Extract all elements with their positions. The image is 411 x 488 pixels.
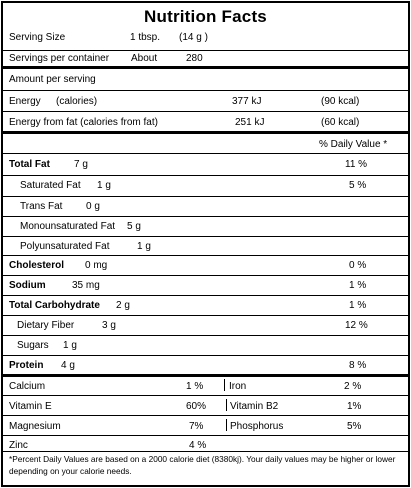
vitamin-b2-dv: 1% — [347, 401, 362, 412]
divider — [3, 216, 408, 217]
divider — [3, 90, 408, 91]
trans-fat-amount: 0 g — [86, 201, 100, 212]
servings-per-container-label: Servings per container — [9, 53, 110, 64]
divider — [3, 275, 408, 276]
total-carbohydrate-amount: 2 g — [116, 300, 130, 311]
label-title: Nutrition Facts — [144, 7, 267, 26]
column-separator — [224, 379, 225, 391]
magnesium-label: Magnesium — [9, 421, 61, 432]
divider — [3, 50, 408, 51]
protein-label: Protein — [9, 360, 44, 371]
serving-size-label: Serving Size — [9, 32, 66, 43]
energy-kcal: (90 kcal) — [321, 96, 360, 107]
divider — [3, 153, 408, 154]
sugars-label: Sugars — [17, 340, 49, 351]
divider — [3, 451, 408, 452]
monounsaturated-fat-amount: 5 g — [127, 221, 141, 232]
saturated-fat-amount: 1 g — [97, 180, 111, 191]
calcium-label: Calcium — [9, 381, 46, 392]
total-fat-amount: 7 g — [74, 159, 88, 170]
sodium-dv: 1 % — [349, 280, 367, 291]
cholesterol-dv: 0 % — [349, 260, 367, 271]
saturated-fat-dv: 5 % — [349, 180, 367, 191]
amount-per-serving: Amount per serving — [9, 74, 96, 85]
divider — [3, 255, 408, 256]
total-carbohydrate-label: Total Carbohydrate — [9, 300, 100, 311]
dietary-fiber-label: Dietary Fiber — [17, 320, 75, 331]
vitamin-e-label: Vitamin E — [9, 401, 52, 412]
total-carbohydrate-dv: 1 % — [349, 300, 367, 311]
zinc-dv: 4 % — [189, 440, 207, 451]
energy-kj: 377 kJ — [232, 96, 262, 107]
divider-thick — [3, 66, 408, 69]
divider — [3, 395, 408, 396]
dietary-fiber-dv: 12 % — [345, 320, 368, 331]
saturated-fat-label: Saturated Fat — [20, 180, 81, 191]
monounsaturated-fat-label: Monounsaturated Fat — [20, 221, 116, 232]
divider — [3, 175, 408, 176]
divider — [3, 236, 408, 237]
serving-size-value: 1 tbsp. — [130, 32, 161, 43]
sodium-label: Sodium — [9, 280, 46, 291]
protein-amount: 4 g — [61, 360, 75, 371]
trans-fat-label: Trans Fat — [20, 201, 63, 212]
vitamin-e-dv: 60% — [186, 401, 207, 412]
servings-about: About — [131, 53, 158, 64]
phosphorus-dv: 5% — [347, 421, 362, 432]
energy-from-fat-kcal: (60 kcal) — [321, 117, 360, 128]
column-separator — [226, 399, 227, 411]
cholesterol-label: Cholesterol — [9, 260, 65, 271]
divider — [3, 355, 408, 356]
energy-label: Energy — [9, 96, 41, 107]
energy-from-fat-label: Energy from fat (calories from fat) — [9, 117, 158, 128]
cholesterol-amount: 0 mg — [85, 260, 108, 271]
protein-dv: 8 % — [349, 360, 367, 371]
column-separator — [226, 419, 227, 431]
zinc-label: Zinc — [9, 440, 28, 451]
total-fat-dv: 11 % — [345, 159, 368, 170]
phosphorus-label: Phosphorus — [230, 421, 284, 432]
divider — [3, 415, 408, 416]
divider-thick — [3, 131, 408, 134]
servings-per-container-value: 280 — [186, 53, 203, 64]
divider — [3, 111, 408, 112]
divider — [3, 295, 408, 296]
polyunsaturated-fat-amount: 1 g — [137, 241, 151, 252]
iron-label: Iron — [229, 381, 247, 392]
magnesium-dv: 7% — [189, 421, 204, 432]
total-fat-label: Total Fat — [9, 159, 50, 170]
iron-dv: 2 % — [344, 381, 362, 392]
calcium-dv: 1 % — [186, 381, 204, 392]
serving-size-grams: (14 g ) — [179, 32, 208, 43]
polyunsaturated-fat-label: Polyunsaturated Fat — [20, 241, 110, 252]
divider-thick — [3, 374, 408, 377]
sodium-amount: 35 mg — [72, 280, 100, 291]
energy-from-fat-kj: 251 kJ — [235, 117, 265, 128]
dietary-fiber-amount: 3 g — [102, 320, 116, 331]
energy-unit-label: (calories) — [56, 96, 98, 107]
sugars-amount: 1 g — [63, 340, 77, 351]
divider — [3, 435, 408, 436]
divider — [3, 196, 408, 197]
footnote: *Percent Daily Values are based on a 2000 calorie diet (8380kj). Your daily values may be higher or lower depending on your calorie needs. — [9, 454, 396, 476]
vitamin-b2-label: Vitamin B2 — [230, 401, 279, 412]
nutrition-label — [1, 1, 410, 487]
divider — [3, 315, 408, 316]
divider — [3, 335, 408, 336]
daily-value-header: % Daily Value * — [319, 139, 388, 150]
